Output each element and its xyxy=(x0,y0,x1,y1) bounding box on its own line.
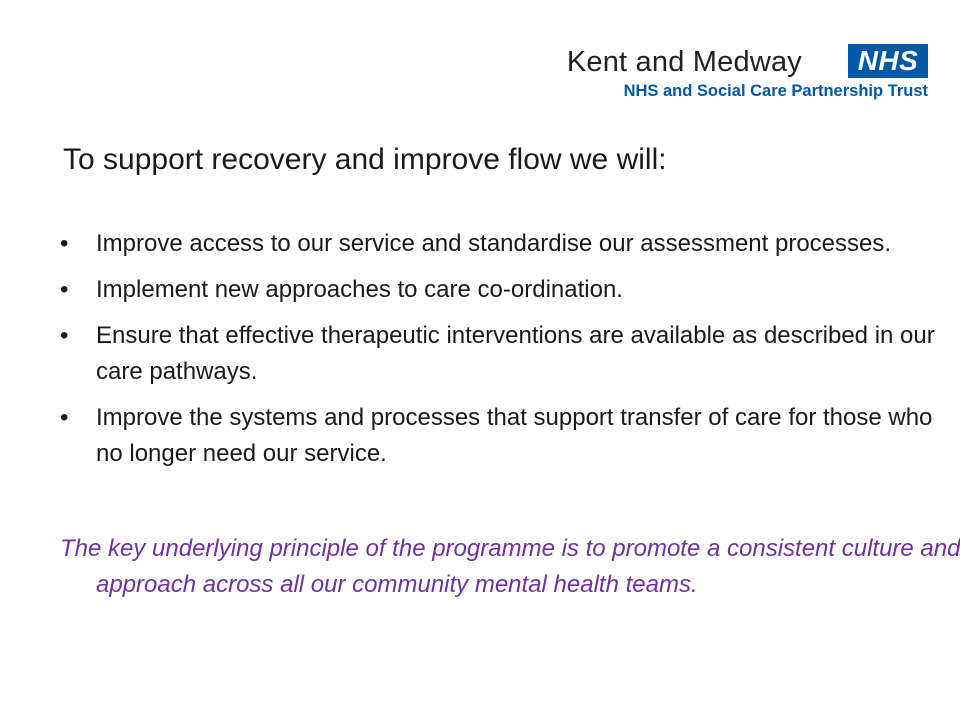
logo-org-name: Kent and Medway xyxy=(566,46,802,78)
bullet-item: • Improve access to our service and standardise our assessment processes. xyxy=(60,226,940,262)
bullet-item: • Ensure that effective therapeutic interventions are available as described in our care pathways. xyxy=(60,318,940,390)
logo-subtitle: NHS and Social Care Partnership Trust xyxy=(623,82,928,100)
trust-logo xyxy=(528,40,928,100)
key-principle-statement: The key underlying principle of the programme is to promote a consistent culture and approach across all our community mental health teams. xyxy=(60,535,960,598)
bullet-item: • Improve the systems and processes that support transfer of care for those who no longer need our service. xyxy=(60,400,940,472)
nhs-logo-mark: NHS xyxy=(848,44,928,78)
bullet-item: • Implement new approaches to care co-ordination. xyxy=(60,272,940,308)
bullet-list xyxy=(60,226,940,482)
slide-title: To support recovery and improve flow we will: xyxy=(63,143,667,176)
